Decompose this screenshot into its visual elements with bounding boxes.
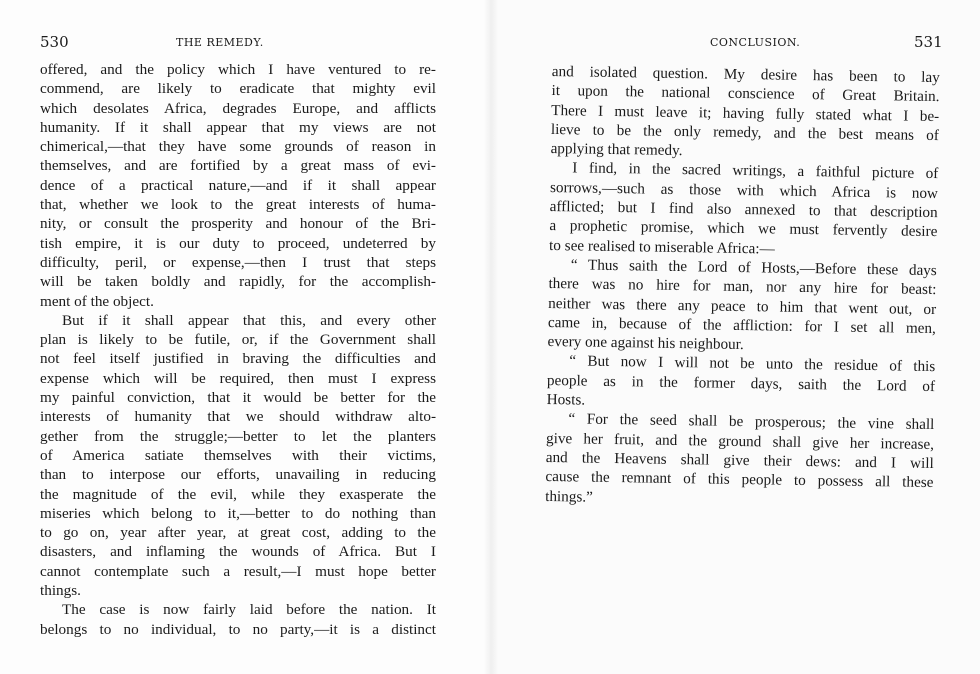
text-line: every one against his neighbour. <box>547 333 744 354</box>
text-line: which desolates Africa, degrades Europe, and afflicts <box>40 99 436 117</box>
page-body <box>545 62 940 512</box>
right-page <box>490 0 980 674</box>
text-line: sorrows,—such as those with which Africa is now <box>549 178 939 202</box>
text-line: not feel itself justified in braving the difficulties and <box>40 350 436 368</box>
text-line: offered, and the policy which I have ventured to re- <box>40 61 436 78</box>
text-line: expense which will be required, then must I express <box>40 369 436 387</box>
page-number: 531 <box>914 33 943 51</box>
text-line: the magnitude of the evil, while they exasperate the <box>40 485 436 503</box>
text-line: “ For the seed shall be prosperous; the vine shall <box>568 410 935 434</box>
text-line: than to interpose our efforts, unavailing in reducing <box>40 466 436 484</box>
text-line: dence of a practical nature,—and if it shall appear <box>40 176 436 194</box>
text-line: disasters, and inflaming the wounds of Africa. But I <box>40 543 436 561</box>
text-line: things. <box>40 582 81 600</box>
text-line: there was no hire for man, nor any hire for beast: <box>548 275 937 299</box>
book-gutter <box>484 0 498 674</box>
text-line: and the Heavens shall give their dews: and I will <box>545 448 934 472</box>
text-line: my painful conviction, that it would be better for the <box>40 389 436 407</box>
text-line: cannot contemplate such a result,—I must hope better <box>40 562 436 580</box>
text-line: plan is likely to be futile, or, if the Government shall <box>40 331 436 349</box>
text-line: lieve to be the only remedy, and the best means of <box>550 120 940 144</box>
text-line: that, whether we look to the great interests of huma- <box>40 196 436 214</box>
text-line: afflicted; but I find also annexed to that description <box>549 198 938 222</box>
text-line: to see realised to miserable Africa:— <box>548 236 775 258</box>
text-line: applying that remedy. <box>550 140 683 160</box>
text-line: There I must leave it; having fully stated what I be- <box>551 101 940 125</box>
text-line: tish empire, it is our duty to proceed, undeterred by <box>40 234 436 252</box>
text-line: miseries which belong to it,—better to do nothing than <box>40 504 436 522</box>
text-line: But if it shall appear that this, and every other <box>62 311 436 329</box>
text-line: of America satiate themselves with their victims, <box>40 446 436 464</box>
text-line: “ But now I will not be unto the residue of this <box>569 352 936 376</box>
text-line: I find, in the sacred writings, a faithful picture of <box>572 159 939 183</box>
text-line: give her fruit, and the ground shall give her increase, <box>545 429 935 453</box>
text-line: and isolated question. My desire has been to lay <box>551 62 940 87</box>
text-line: “ Thus saith the Lord of Hosts,—Before these days <box>570 256 937 280</box>
text-line: to go on, year after year, at great cost, adding to the <box>40 524 436 542</box>
text-line: cause the remnant of this people to possess all these <box>545 468 934 492</box>
text-line: a prophetic promise, which we must fervently desire <box>549 217 938 241</box>
text-line: people as in the former days, saith the Lord of <box>546 371 936 395</box>
text-line: will be taken boldly and rapidly, for the accomplish- <box>40 273 436 291</box>
text-line: things.” <box>545 487 593 506</box>
text-line: interests of humanity that we should withdraw alto- <box>40 408 436 426</box>
page-body <box>40 60 436 639</box>
text-line: gether from the struggle;—better to let the planters <box>40 427 436 445</box>
text-line: came in, because of the affliction: for I set all men, <box>547 313 936 337</box>
text-line: commend, are likely to eradicate that mighty evil <box>40 80 436 98</box>
running-head: THE REMEDY. <box>176 36 264 49</box>
text-line: belongs to no individual, to no party,—it is a distinct <box>40 620 436 638</box>
text-line: nity, or consult the prosperity and honour of the Bri- <box>40 215 436 233</box>
text-line: ment of the object. <box>40 292 154 310</box>
text-line: The case is now fairly laid before the nation. It <box>62 601 436 619</box>
text-line: Hosts. <box>546 391 586 409</box>
running-head: CONCLUSION. <box>710 36 801 49</box>
page-number: 530 <box>40 33 69 51</box>
text-line: themselves, and are fortified by a great mass of evi- <box>40 157 436 175</box>
text-line: it upon the national conscience of Great Britain. <box>551 82 940 106</box>
text-line: neither was there any peace to him that went out, or <box>548 294 937 318</box>
text-line: humanity. If it shall appear that my views are not <box>40 118 436 136</box>
text-line: chimerical,—that they have some grounds of reason in <box>40 138 436 156</box>
text-line: difficulty, peril, or expense,—then I trust that steps <box>40 253 436 271</box>
